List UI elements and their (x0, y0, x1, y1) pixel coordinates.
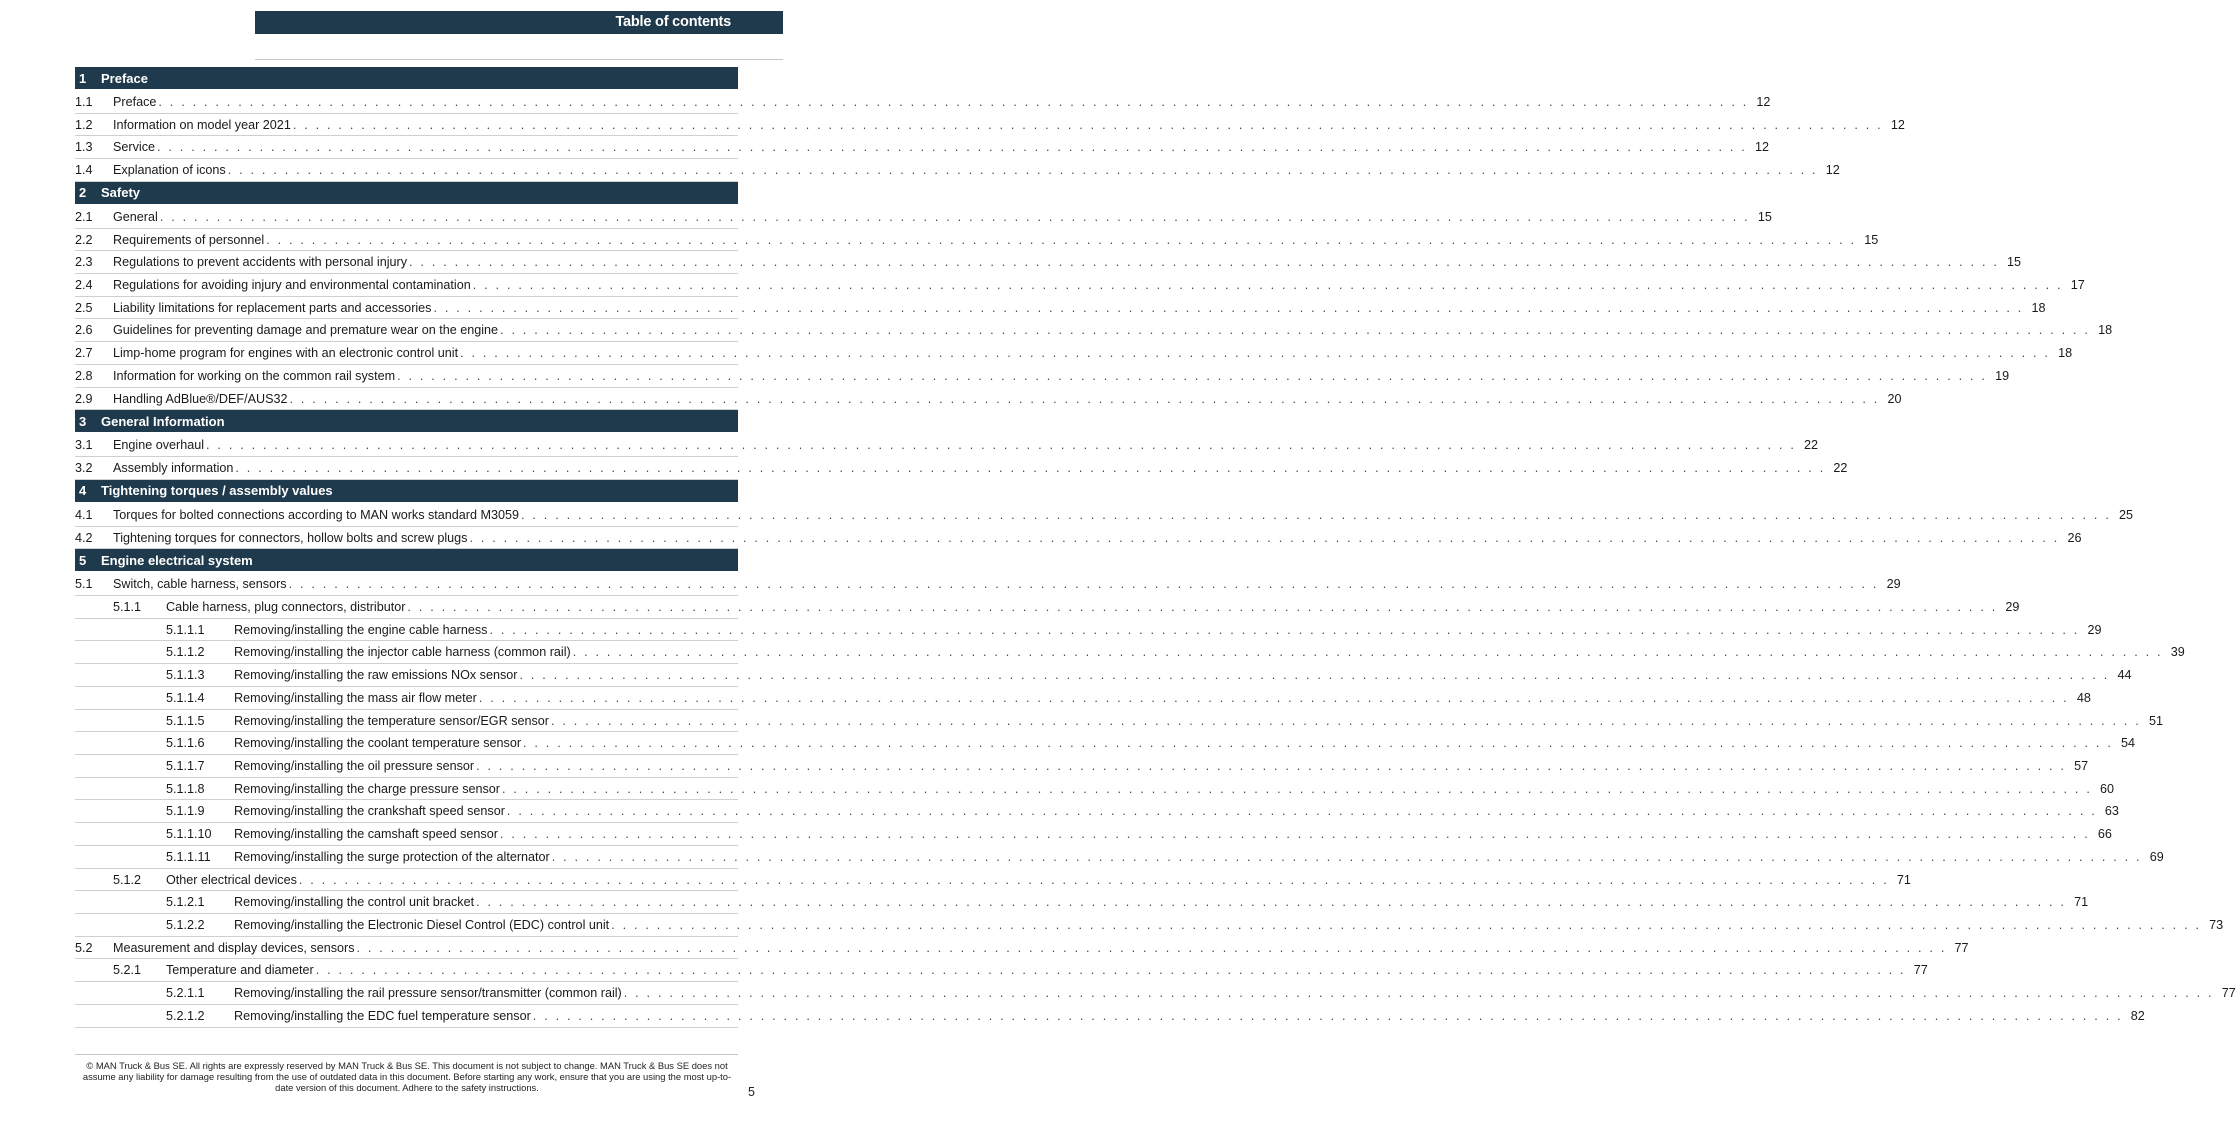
entry-page-number: 54 (2121, 736, 2136, 751)
entry-number: 5.1.1.2 (166, 645, 205, 660)
toc-entry[interactable] (75, 732, 2136, 755)
toc-entry[interactable] (75, 914, 2224, 937)
toc-entry[interactable] (75, 755, 2089, 778)
entry-page-number: 26 (2067, 530, 2082, 545)
entry-page-number: 12 (1755, 140, 1770, 155)
entry-title: Temperature and diameter (166, 963, 314, 978)
entry-page-number: 29 (2005, 599, 2020, 614)
entry-title: Regulations to prevent accidents with personal injury (113, 255, 408, 270)
dot-leader: . . . . . . . . . . . . . . . . . . . . . . . . . . . . . . . . . . . . . . . . . . . . . . . . . . . . . . . . . . . . . . . . . . . . . . . . . . . . . . . . . . . . . . . . . . . . . . . . . . . . . . . . . . . . . . . . . . . . . . . . . . . . . . . . . . . . . . . . . . . . (433, 300, 2024, 315)
entry-page-number: 20 (1887, 391, 1902, 406)
entry-number: 5.1.2.1 (166, 895, 205, 910)
toc-entry[interactable] (75, 959, 1928, 982)
dot-leader: . . . . . . . . . . . . . . . . . . . . . . . . . . . . . . . . . . . . . . . . . . . . . . . . . . . . . . . . . . . . . . . . . . . . . . . . . . . . . . . . . . . . . . . . . . . . . . . . . . . . . . . . . . . . . . . . . . . . . . . . . . . . . . . . . . . . . . . . . . . . (227, 163, 1818, 178)
entry-page-number: 29 (2087, 622, 2102, 637)
toc-entry[interactable] (75, 664, 2132, 687)
page-number: 5 (748, 1085, 755, 1099)
entry-line (113, 297, 2046, 320)
entry-title: Explanation of icons (113, 163, 226, 178)
entry-number: 2.6 (75, 323, 93, 338)
entry-line (234, 800, 2119, 823)
entry-page-number: 15 (1864, 232, 1879, 247)
dot-leader: . . . . . . . . . . . . . . . . . . . . . . . . . . . . . . . . . . . . . . . . . . . . . . . . . . . . . . . . . . . . . . . . . . . . . . . . . . . . . . . . . . . . . . . . . . . . . . . . . . . . . . . . . . . . . . . . . . . . . . . . . . . . . . . . . . . . . . . . . . . . (551, 713, 2142, 728)
entry-line (113, 159, 1840, 182)
entry-line (234, 891, 2089, 914)
entry-number: 5.1.2 (113, 872, 142, 887)
entry-line (166, 596, 2020, 619)
entry-page-number: 82 (2130, 1008, 2145, 1023)
entry-number: 2.7 (75, 346, 93, 361)
entry-number: 5.1.1.11 (166, 849, 211, 864)
entry-title: Requirements of personnel (113, 232, 265, 247)
entry-line (234, 710, 2164, 733)
entry-title: Service (113, 140, 155, 155)
entry-line (113, 365, 2010, 388)
toc-entry[interactable] (75, 891, 2089, 914)
section-number: 1 (79, 70, 87, 86)
entry-line (234, 846, 2164, 869)
dot-leader: . . . . . . . . . . . . . . . . . . . . . . . . . . . . . . . . . . . . . . . . . . . . . . . . . . . . . . . . . . . . . . . . . . . . . . . . . . . . . . . . . . . . . . . . . . . . . . . . . . . . . . . . . . . . . . . . . . . . . . . . . . . . . . . . . . . . . . . . . . . . (460, 346, 2051, 361)
toc-entry[interactable] (75, 229, 1879, 252)
entry-line (234, 641, 2185, 664)
entry-page-number: 69 (2149, 849, 2164, 864)
toc-entry[interactable] (75, 800, 2119, 823)
entry-page-number: 12 (1890, 117, 1905, 132)
toc-entry[interactable] (75, 159, 1840, 182)
dot-leader: . . . . . . . . . . . . . . . . . . . . . . . . . . . . . . . . . . . . . . . . . . . . . . . . . . . . . . . . . . . . . . . . . . . . . . . . . . . . . . . . . . . . . . . . . . . . . . . . . . . . . . . . . . . . . . . . . . . . . . . . . . . . . . . . . . . . . . . . . . . . (409, 255, 2000, 270)
section-heading[interactable] (75, 549, 738, 571)
entry-title: Liability limitations for replacement parts and accessories (113, 300, 432, 315)
entry-number: 3.2 (75, 461, 93, 476)
entry-line (234, 732, 2136, 755)
dot-leader: . . . . . . . . . . . . . . . . . . . . . . . . . . . . . . . . . . . . . . . . . . . . . . . . . . . . . . . . . . . . . . . . . . . . . . . . . . . . . . . . . . . . . . . . . . . . . . . . . . . . . . . . . . . . . . . . . . . . . . . . . . . . . . . . . . . . . . . . . . . . (519, 668, 2110, 683)
entry-page-number: 12 (1756, 95, 1771, 109)
dot-leader: . . . . . . . . . . . . . . . . . . . . . . . . . . . . . . . . . . . . . . . . . . . . . . . . . . . . . . . . . . . . . . . . . . . . . . . . . . . . . . . . . . . . . . . . . . . . . . . . . . . . . . . . . . . . . . . . . . . . . . . . . . . . . . . . . . . . . . . . . . . . (288, 577, 1879, 592)
section-title: General Information (101, 413, 225, 429)
entry-page-number: 66 (2097, 827, 2112, 842)
entry-title: Torques for bolted connections according to MAN works standard M3059 (113, 507, 520, 522)
page-title: Table of contents (615, 14, 731, 30)
dot-leader: . . . . . . . . . . . . . . . . . . . . . . . . . . . . . . . . . . . . . . . . . . . . . . . . . . . . . . . . . . . . . . . . . . . . . . . . . . . . . . . . . . . . . . . . . . . . . . . . . . . . . . . . . . . . . . . . . . . . . . . . . . . . . . . . . . . . . . . . . . . . (489, 622, 2080, 637)
dot-leader: . . . . . . . . . . . . . . . . . . . . . . . . . . . . . . . . . . . . . . . . . . . . . . . . . . . . . . . . . . . . . . . . . . . . . . . . . . . . . . . . . . . . . . . . . . . . . . . . . . . . . . . . . . . . . . . . . . . . . . . . . . . . . . . . . . . . . . . . . . . . (499, 827, 2090, 842)
entry-number: 2.4 (75, 278, 93, 293)
entry-page-number: 18 (2098, 323, 2113, 338)
entry-line (234, 1005, 2145, 1028)
entry-page-number: 77 (1954, 940, 1969, 955)
dot-leader: . . . . . . . . . . . . . . . . . . . . . . . . . . . . . . . . . . . . . . . . . . . . . . . . . . . . . . . . . . . . . . . . . . . . . . . . . . . . . . . . . . . . . . . . . . . . . . . . . . . . . . . . . . . . . . . . . . . . . . . . . . . . . . . . . . . . . . . . . . . . (158, 95, 1749, 109)
entry-number: 5.2 (75, 940, 93, 955)
entry-number: 5.1.2.2 (166, 918, 205, 932)
entry-title: Removing/installing the control unit bracket (234, 895, 475, 910)
dot-leader: . . . . . . . . . . . . . . . . . . . . . . . . . . . . . . . . . . . . . . . . . . . . . . . . . . . . . . . . . . . . . . . . . . . . . . . . . . . . . . . . . . . . . . . . . . . . . . . . . . . . . . . . . . . . . . . . . . . . . . . . . . . . . . . . . . . . . . . . . . . . (266, 232, 1857, 247)
dot-leader: . . . . . . . . . . . . . . . . . . . . . . . . . . . . . . . . . . . . . . . . . . . . . . . . . . . . . . . . . . . . . . . . . . . . . . . . . . . . . . . . . . . . . . . . . . . . . . . . . . . . . . . . . . . . . . . . . . . . . . . . . . . . . . . . . . . . . . . . . . . . (289, 391, 1880, 406)
entry-line (234, 619, 2102, 642)
entry-title: Removing/installing the temperature sensor/EGR sensor (234, 713, 549, 728)
entry-number: 1.1 (75, 95, 93, 109)
toc-entry[interactable] (75, 297, 2046, 320)
entry-line (113, 434, 1819, 457)
entry-title: Other electrical devices (166, 872, 297, 887)
entry-number: 2.1 (75, 209, 93, 224)
entry-page-number: 18 (2058, 346, 2073, 361)
entry-line (113, 274, 2085, 297)
section-title: Preface (101, 70, 148, 86)
entry-page-number: 22 (1804, 438, 1819, 453)
toc-entry[interactable] (75, 641, 2185, 664)
toc-entry[interactable] (75, 573, 1901, 596)
toc-entry[interactable] (75, 388, 1902, 411)
entry-line (113, 504, 2134, 527)
dot-leader: . . . . . . . . . . . . . . . . . . . . . . . . . . . . . . . . . . . . . . . . . . . . . . . . . . . . . . . . . . . . . . . . . . . . . . . . . . . . . . . . . . . . . . . . . . . . . . . . . . . . . . . . . . . . . . . . . . . . . . . . . . . . . . . . . . . . . . . . . . . . (235, 461, 1826, 476)
entry-title: Removing/installing the oil pressure sensor (234, 758, 475, 773)
toc-entry[interactable] (75, 778, 2115, 801)
entry-title: Preface (113, 95, 157, 109)
entry-line (113, 91, 1771, 114)
entry-title: Regulations for avoiding injury and environmental contamination (113, 278, 471, 293)
entry-line (166, 959, 1928, 982)
header-divider (255, 59, 783, 60)
entry-title: Removing/installing the camshaft speed sensor (234, 827, 498, 842)
entry-number: 5.1.1.7 (166, 758, 205, 773)
entry-line (113, 206, 1772, 229)
entry-page-number: 25 (2119, 507, 2134, 522)
dot-leader: . . . . . . . . . . . . . . . . . . . . . . . . . . . . . . . . . . . . . . . . . . . . . . . . . . . . . . . . . . . . . . . . . . . . . . . . . . . . . . . . . . . . . . . . . . . . . . . . . . . . . . . . . . . . . . . . . . . . . . . . . . . . . . . . . . . . . . . . . . . . (506, 804, 2097, 819)
entry-page-number: 71 (1896, 872, 1911, 887)
dot-leader: . . . . . . . . . . . . . . . . . . . . . . . . . . . . . . . . . . . . . . . . . . . . . . . . . . . . . . . . . . . . . . . . . . . . . . . . . . . . . . . . . . . . . . . . . . . . . . . . . . . . . . . . . . . . . . . . . . . . . . . . . . . . . . . . . . . . . . . . . . . . (397, 368, 1988, 383)
entry-title: Cable harness, plug connectors, distributor (166, 599, 406, 614)
entry-title: General (113, 209, 158, 224)
dot-leader: . . . . . . . . . . . . . . . . . . . . . . . . . . . . . . . . . . . . . . . . . . . . . . . . . . . . . . . . . . . . . . . . . . . . . . . . . . . . . . . . . . . . . . . . . . . . . . . . . . . . . . . . . . . . . . . . . . . . . . . . . . . . . . . . . . . . . . . . . . . . (159, 209, 1750, 224)
toc-entry[interactable] (75, 710, 2164, 733)
entry-title: Information for working on the common rail system (113, 368, 396, 383)
toc-entry[interactable] (75, 434, 1819, 457)
entry-number: 2.3 (75, 255, 93, 270)
entry-page-number: 17 (2070, 278, 2085, 293)
toc-entry[interactable] (75, 846, 2164, 869)
entry-line (234, 823, 2112, 846)
entry-line (234, 914, 2224, 937)
entry-page-number: 71 (2074, 895, 2089, 910)
section-title: Engine electrical system (101, 552, 253, 568)
entry-number: 2.5 (75, 300, 93, 315)
dot-leader: . . . . . . . . . . . . . . . . . . . . . . . . . . . . . . . . . . . . . . . . . . . . . . . . . . . . . . . . . . . . . . . . . . . . . . . . . . . . . . . . . . . . . . . . . . . . . . . . . . . . . . . . . . . . . . . . . . . . . . . . . . . . . . . . . . . . . . . . . . . . (298, 872, 1889, 887)
dot-leader: . . . . . . . . . . . . . . . . . . . . . . . . . . . . . . . . . . . . . . . . . . . . . . . . . . . . . . . . . . . . . . . . . . . . . . . . . . . . . . . . . . . . . . . . . . . . . . . . . . . . . . . . . . . . . . . . . . . . . . . . . . . . . . . . . . . . . . . . . . . . (611, 918, 2202, 932)
entry-title: Removing/installing the Electronic Diesel Control (EDC) control unit (234, 918, 610, 932)
entry-title: Measurement and display devices, sensors (113, 940, 355, 955)
dot-leader: . . . . . . . . . . . . . . . . . . . . . . . . . . . . . . . . . . . . . . . . . . . . . . . . . . . . . . . . . . . . . . . . . . . . . . . . . . . . . . . . . . . . . . . . . . . . . . . . . . . . . . . . . . . . . . . . . . . . . . . . . . . . . . . . . . . . . . . . . . . . (472, 278, 2063, 293)
entry-number: 2.2 (75, 232, 93, 247)
entry-line (113, 457, 1848, 480)
toc-entry[interactable] (75, 527, 2082, 550)
entry-number: 2.8 (75, 368, 93, 383)
entry-page-number: 18 (2031, 300, 2046, 315)
dot-leader: . . . . . . . . . . . . . . . . . . . . . . . . . . . . . . . . . . . . . . . . . . . . . . . . . . . . . . . . . . . . . . . . . . . . . . . . . . . . . . . . . . . . . . . . . . . . . . . . . . . . . . . . . . . . . . . . . . . . . . . . . . . . . . . . . . . . . . . . . . . . (356, 940, 1947, 955)
section-number: 5 (79, 552, 87, 568)
toc-entry[interactable] (75, 91, 1771, 114)
entry-title: Removing/installing the engine cable harness (234, 622, 488, 637)
entry-line (113, 937, 1969, 960)
section-heading[interactable] (75, 410, 738, 432)
dot-leader: . . . . . . . . . . . . . . . . . . . . . . . . . . . . . . . . . . . . . . . . . . . . . . . . . . . . . . . . . . . . . . . . . . . . . . . . . . . . . . . . . . . . . . . . . . . . . . . . . . . . . . . . . . . . . . . . . . . . . . . . . . . . . . . . . . . . . . . . . . . . (523, 736, 2114, 751)
dot-leader: . . . . . . . . . . . . . . . . . . . . . . . . . . . . . . . . . . . . . . . . . . . . . . . . . . . . . . . . . . . . . . . . . . . . . . . . . . . . . . . . . . . . . . . . . . . . . . . . . . . . . . . . . . . . . . . . . . . . . . . . . . . . . . . . . . . . . . . . . . . . (157, 140, 1748, 155)
toc-entry[interactable] (75, 365, 2010, 388)
entry-title: Removing/installing the charge pressure sensor (234, 781, 501, 796)
entry-title: Switch, cable harness, sensors (113, 577, 287, 592)
table-of-contents (75, 67, 2236, 1028)
entry-page-number: 51 (2149, 713, 2164, 728)
entry-number: 5.1.1.3 (166, 668, 205, 683)
entry-title: Engine overhaul (113, 438, 205, 453)
dot-leader: . . . . . . . . . . . . . . . . . . . . . . . . . . . . . . . . . . . . . . . . . . . . . . . . . . . . . . . . . . . . . . . . . . . . . . . . . . . . . . . . . . . . . . . . . . . . . . . . . . . . . . . . . . . . . . . . . . . . . . . . . . . . . . . . . . . . . . . . . . . . (502, 781, 2093, 796)
dot-leader: . . . . . . . . . . . . . . . . . . . . . . . . . . . . . . . . . . . . . . . . . . . . . . . . . . . . . . . . . . . . . . . . . . . . . . . . . . . . . . . . . . . . . . . . . . . . . . . . . . . . . . . . . . . . . . . . . . . . . . . . . . . . . . . . . . . . . . . . . . . . (478, 690, 2069, 705)
toc-entry[interactable] (75, 206, 1772, 229)
entry-number: 5.1.1.10 (166, 827, 212, 842)
entry-title: Limp-home program for engines with an electronic control unit (113, 346, 459, 361)
toc-entry[interactable] (75, 982, 2236, 1005)
dot-leader: . . . . . . . . . . . . . . . . . . . . . . . . . . . . . . . . . . . . . . . . . . . . . . . . . . . . . . . . . . . . . . . . . . . . . . . . . . . . . . . . . . . . . . . . . . . . . . . . . . . . . . . . . . . . . . . . . . . . . . . . . . . . . . . . . . . . . . . . . . . . (292, 117, 1883, 132)
entry-title: Guidelines for preventing damage and premature wear on the engine (113, 323, 499, 338)
dot-leader: . . . . . . . . . . . . . . . . . . . . . . . . . . . . . . . . . . . . . . . . . . . . . . . . . . . . . . . . . . . . . . . . . . . . . . . . . . . . . . . . . . . . . . . . . . . . . . . . . . . . . . . . . . . . . . . . . . . . . . . . . . . . . . . . . . . . . . . . . . . . (206, 438, 1797, 453)
entry-page-number: 22 (1833, 461, 1848, 476)
entry-number: 4.2 (75, 530, 93, 545)
entry-number: 1.2 (75, 117, 93, 132)
entry-page-number: 39 (2170, 645, 2185, 660)
entry-page-number: 19 (1995, 368, 2010, 383)
entry-page-number: 73 (2209, 918, 2224, 932)
entry-number: 1.3 (75, 140, 93, 155)
entry-title: Information on model year 2021 (113, 117, 291, 132)
entry-line (234, 778, 2115, 801)
entry-page-number: 15 (2007, 255, 2022, 270)
entry-page-number: 44 (2117, 668, 2132, 683)
section-heading[interactable] (75, 480, 738, 502)
entry-page-number: 29 (1886, 577, 1901, 592)
toc-entry[interactable] (75, 251, 2022, 274)
footer-divider (75, 1054, 738, 1055)
entry-number: 5.1.1 (113, 599, 142, 614)
dot-leader: . . . . . . . . . . . . . . . . . . . . . . . . . . . . . . . . . . . . . . . . . . . . . . . . . . . . . . . . . . . . . . . . . . . . . . . . . . . . . . . . . . . . . . . . . . . . . . . . . . . . . . . . . . . . . . . . . . . . . . . . . . . . . . . . . . . . . . . . . . . . (623, 986, 2214, 1001)
entry-title: Handling AdBlue®/DEF/AUS32 (113, 391, 288, 406)
toc-entry[interactable] (75, 869, 1911, 892)
dot-leader: . . . . . . . . . . . . . . . . . . . . . . . . . . . . . . . . . . . . . . . . . . . . . . . . . . . . . . . . . . . . . . . . . . . . . . . . . . . . . . . . . . . . . . . . . . . . . . . . . . . . . . . . . . . . . . . . . . . . . . . . . . . . . . . . . . . . . . . . . . . . (476, 895, 2067, 910)
dot-leader: . . . . . . . . . . . . . . . . . . . . . . . . . . . . . . . . . . . . . . . . . . . . . . . . . . . . . . . . . . . . . . . . . . . . . . . . . . . . . . . . . . . . . . . . . . . . . . . . . . . . . . . . . . . . . . . . . . . . . . . . . . . . . . . . . . . . . . . . . . . . (315, 963, 1906, 978)
dot-leader: . . . . . . . . . . . . . . . . . . . . . . . . . . . . . . . . . . . . . . . . . . . . . . . . . . . . . . . . . . . . . . . . . . . . . . . . . . . . . . . . . . . . . . . . . . . . . . . . . . . . . . . . . . . . . . . . . . . . . . . . . . . . . . . . . . . . . . . . . . . . (469, 530, 2060, 545)
toc-entry[interactable] (75, 136, 1770, 159)
entry-title: Removing/installing the coolant temperature sensor (234, 736, 522, 751)
entry-line (113, 114, 1905, 137)
entry-number: 5.1.1.9 (166, 804, 205, 819)
toc-entry[interactable] (75, 457, 1848, 480)
toc-entry[interactable] (75, 687, 2091, 710)
toc-entry[interactable] (75, 342, 2073, 365)
section-heading[interactable] (75, 67, 738, 89)
entry-line (166, 869, 1911, 892)
dot-leader: . . . . . . . . . . . . . . . . . . . . . . . . . . . . . . . . . . . . . . . . . . . . . . . . . . . . . . . . . . . . . . . . . . . . . . . . . . . . . . . . . . . . . . . . . . . . . . . . . . . . . . . . . . . . . . . . . . . . . . . . . . . . . . . . . . . . . . . . . . . . (476, 758, 2067, 773)
entry-number: 5.2.1.1 (166, 986, 205, 1001)
dot-leader: . . . . . . . . . . . . . . . . . . . . . . . . . . . . . . . . . . . . . . . . . . . . . . . . . . . . . . . . . . . . . . . . . . . . . . . . . . . . . . . . . . . . . . . . . . . . . . . . . . . . . . . . . . . . . . . . . . . . . . . . . . . . . . . . . . . . . . . . . . . . (521, 507, 2112, 522)
dot-leader: . . . . . . . . . . . . . . . . . . . . . . . . . . . . . . . . . . . . . . . . . . . . . . . . . . . . . . . . . . . . . . . . . . . . . . . . . . . . . . . . . . . . . . . . . . . . . . . . . . . . . . . . . . . . . . . . . . . . . . . . . . . . . . . . . . . . . . . . . . . . (500, 323, 2091, 338)
entry-number: 5.1.1.5 (166, 713, 205, 728)
entry-line (113, 251, 2022, 274)
entry-title: Removing/installing the rail pressure sensor/transmitter (common rail) (234, 986, 622, 1001)
entry-number: 4.1 (75, 507, 93, 522)
entry-title: Removing/installing the injector cable harness (common rail) (234, 645, 571, 660)
entry-page-number: 60 (2100, 781, 2115, 796)
entry-title: Removing/installing the mass air flow meter (234, 690, 477, 705)
entry-number: 5.1.1.4 (166, 690, 205, 705)
entry-number: 5.1 (75, 577, 93, 592)
entry-page-number: 63 (2104, 804, 2119, 819)
entry-title: Removing/installing the EDC fuel temperature sensor (234, 1008, 531, 1023)
entry-page-number: 48 (2076, 690, 2091, 705)
entry-line (113, 342, 2073, 365)
section-title: Safety (101, 185, 141, 201)
toc-entry[interactable] (75, 937, 1969, 960)
entry-line (113, 573, 1901, 596)
entry-page-number: 12 (1825, 163, 1840, 178)
entry-line (113, 136, 1770, 159)
toc-entry[interactable] (75, 1005, 2145, 1028)
toc-entry[interactable] (75, 823, 2112, 846)
entry-line (234, 664, 2132, 687)
dot-leader: . . . . . . . . . . . . . . . . . . . . . . . . . . . . . . . . . . . . . . . . . . . . . . . . . . . . . . . . . . . . . . . . . . . . . . . . . . . . . . . . . . . . . . . . . . . . . . . . . . . . . . . . . . . . . . . . . . . . . . . . . . . . . . . . . . . . . . . . . . . . (407, 599, 1998, 614)
entry-page-number: 15 (1757, 209, 1772, 224)
entry-number: 3.1 (75, 438, 93, 453)
entry-title: Assembly information (113, 461, 234, 476)
section-number: 2 (79, 185, 87, 201)
section-title: Tightening torques / assembly values (101, 483, 333, 499)
entry-number: 2.9 (75, 391, 93, 406)
entry-number: 5.2.1.2 (166, 1008, 205, 1023)
section-heading[interactable] (75, 182, 738, 204)
toc-entry[interactable] (75, 596, 2020, 619)
entry-number: 5.2.1 (113, 963, 142, 978)
entry-line (113, 388, 1902, 411)
section-number: 3 (79, 413, 87, 429)
entry-line (113, 229, 1879, 252)
entry-page-number: 77 (1913, 963, 1928, 978)
entry-number: 5.1.1.6 (166, 736, 205, 751)
entry-number: 1.4 (75, 163, 93, 178)
entry-title: Removing/installing the raw emissions NOx sensor (234, 668, 518, 683)
dot-leader: . . . . . . . . . . . . . . . . . . . . . . . . . . . . . . . . . . . . . . . . . . . . . . . . . . . . . . . . . . . . . . . . . . . . . . . . . . . . . . . . . . . . . . . . . . . . . . . . . . . . . . . . . . . . . . . . . . . . . . . . . . . . . . . . . . . . . . . . . . . . (572, 645, 2163, 660)
toc-entry[interactable] (75, 114, 1905, 137)
dot-leader: . . . . . . . . . . . . . . . . . . . . . . . . . . . . . . . . . . . . . . . . . . . . . . . . . . . . . . . . . . . . . . . . . . . . . . . . . . . . . . . . . . . . . . . . . . . . . . . . . . . . . . . . . . . . . . . . . . . . . . . . . . . . . . . . . . . . . . . . . . . . (551, 849, 2142, 864)
entry-line (234, 982, 2236, 1005)
header-bar (255, 11, 783, 34)
entry-line (113, 319, 2113, 342)
toc-entry[interactable] (75, 504, 2134, 527)
copyright-notice: © MAN Truck & Bus SE. All rights are expressly reserved by MAN Truck & Bus SE. This document is not subject to change. MAN Truck & Bus SE does not assume any liability for damage resulting from the use of outdated data in this document. Before starting any work, ensure that you are using the most up-to-date version of this document. Adhere to the safety instructions. (82, 1060, 732, 1093)
dot-leader: . . . . . . . . . . . . . . . . . . . . . . . . . . . . . . . . . . . . . . . . . . . . . . . . . . . . . . . . . . . . . . . . . . . . . . . . . . . . . . . . . . . . . . . . . . . . . . . . . . . . . . . . . . . . . . . . . . . . . . . . . . . . . . . . . . . . . . . . . . . . (532, 1008, 2123, 1023)
entry-number: 5.1.1.1 (166, 622, 205, 637)
entry-line (234, 687, 2091, 710)
entry-title: Removing/installing the crankshaft speed sensor (234, 804, 505, 819)
entry-title: Tightening torques for connectors, hollow bolts and screw plugs (113, 530, 468, 545)
entry-page-number: 57 (2074, 758, 2089, 773)
toc-entry[interactable] (75, 619, 2102, 642)
section-number: 4 (79, 483, 87, 499)
entry-title: Removing/installing the surge protection of the alternator (234, 849, 550, 864)
entry-line (113, 527, 2082, 550)
entry-line (234, 755, 2089, 778)
entry-number: 5.1.1.8 (166, 781, 205, 796)
toc-entry[interactable] (75, 274, 2085, 297)
entry-page-number: 77 (2221, 986, 2236, 1001)
toc-entry[interactable] (75, 319, 2113, 342)
